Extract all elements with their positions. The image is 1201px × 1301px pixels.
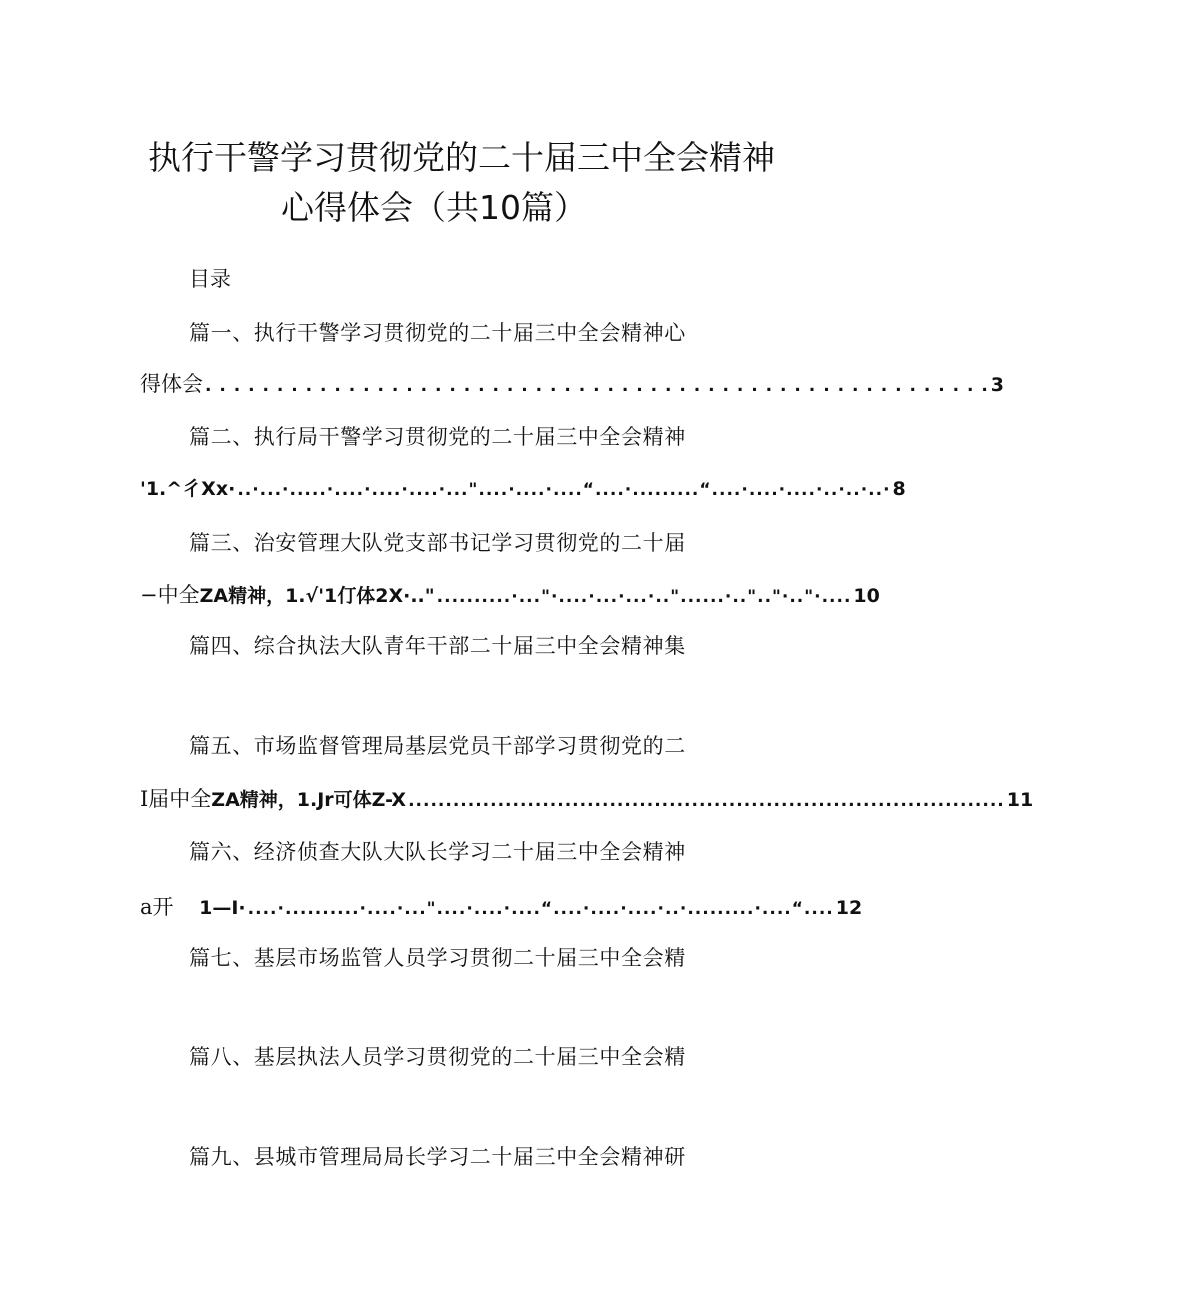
toc-entry-5-leader-dots: ................................................................................ <box>408 791 1005 811</box>
toc-entry-3-leader-dots: ..........·..."·....·...·...·.."......·..".."·.."·.... <box>436 587 852 607</box>
toc-entry-6-continuation <box>140 895 863 919</box>
toc-entry-6-title: 篇六、经济侦查大队大队长学习二十届三中全会精神 <box>189 840 686 864</box>
toc-entry-5-page-number: 11 <box>1006 789 1034 811</box>
toc-entry-7-title: 篇七、基层市场监管人员学习贯彻二十届三中全会精 <box>189 946 686 970</box>
toc-entry-3-page-number: 10 <box>853 585 880 607</box>
toc-entry-5-title: 篇五、市场监督管理局基层党员干部学习贯彻党的二 <box>189 734 686 758</box>
toc-entry-5-tail: I届中全 <box>140 787 212 811</box>
toc-entry-2-page-number: 8 <box>892 478 906 500</box>
toc-entry-3-tail: −中全 <box>140 583 200 607</box>
toc-entry-2-leader-dots: ..·...·.....·....·....·....·..."....·....·....“....·.........“....·....·....·..·..·..· <box>237 480 891 500</box>
toc-entry-1-title: 篇一、执行干警学习贯彻党的二十届三中全会精神心 <box>189 321 686 345</box>
toc-entry-6-leader-dots: ....·..........·....·..."....·....·....“....·....·....·..·.........·....“.... <box>247 899 834 919</box>
document-title-line-1: 执行干警学习贯彻党的二十届三中全会精神 <box>148 138 775 177</box>
toc-entry-3-continuation <box>140 583 880 607</box>
toc-entry-5-continuation <box>140 787 1034 811</box>
toc-entry-6-tail: a开 <box>140 895 174 919</box>
toc-entry-5-garbled-text: ZA精神，1.Jr可体Z-X <box>211 789 407 811</box>
document-title-line-2: 心得体会（共10篇） <box>281 188 587 227</box>
toc-entry-1-leader-dots: . . . . . . . . . . . . . . . . . . . . . . . . . . . . . . . . . . . . . . . . . . . . . . . . . . . . . . . <box>205 376 989 396</box>
toc-entry-3-title: 篇三、治安管理大队党支部书记学习贯彻党的二十届 <box>189 531 686 555</box>
toc-entry-1-tail: 得体会 <box>140 372 203 396</box>
toc-entry-6-page-number: 12 <box>835 897 863 919</box>
toc-heading: 目录 <box>189 267 231 291</box>
toc-entry-3-garbled-text: ZA精神，1.√'1仃体2X·.." <box>199 585 435 607</box>
toc-entry-1-page-number: 3 <box>990 374 1005 396</box>
toc-entry-1-continuation <box>140 372 1005 396</box>
toc-entry-9-title: 篇九、县城市管理局局长学习二十届三中全会精神研 <box>189 1145 686 1169</box>
toc-entry-2-garbled-text: '1.^彳Xx· <box>140 478 236 500</box>
toc-entry-2-continuation <box>140 478 906 500</box>
toc-entry-4-title: 篇四、综合执法大队青年干部二十届三中全会精神集 <box>189 634 686 658</box>
toc-entry-6-garbled-text: 1—I· <box>173 897 246 919</box>
toc-entry-2-title: 篇二、执行局干警学习贯彻党的二十届三中全会精神 <box>189 425 686 449</box>
toc-entry-8-title: 篇八、基层执法人员学习贯彻党的二十届三中全会精 <box>189 1045 686 1069</box>
